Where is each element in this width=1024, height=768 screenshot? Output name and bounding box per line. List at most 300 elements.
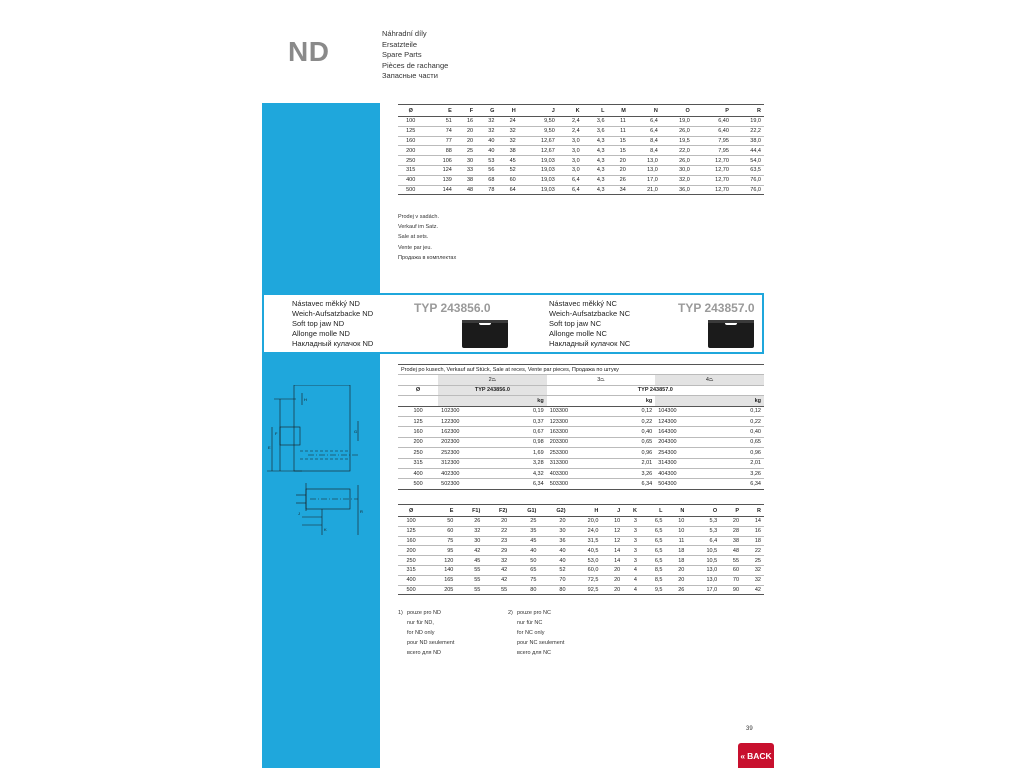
table-cell: 24,0 bbox=[569, 526, 602, 536]
table-cell: 100 bbox=[398, 517, 427, 527]
dimensions-table-bottom bbox=[398, 504, 764, 595]
table-cell: 0,96 bbox=[611, 448, 655, 458]
table-cell: 38 bbox=[720, 536, 742, 546]
table-cell: 4,3 bbox=[583, 185, 608, 195]
table-cell: 14 bbox=[601, 556, 623, 566]
footnote-number: 2) bbox=[508, 610, 513, 616]
table-cell: 19,03 bbox=[519, 175, 558, 185]
product-name: Накладный кулачок ND bbox=[292, 339, 374, 348]
table-header-row bbox=[398, 105, 764, 117]
table-cell: 6,34 bbox=[611, 479, 655, 489]
table-cell: 77 bbox=[426, 136, 454, 146]
table-cell: 14 bbox=[742, 517, 764, 527]
table-cell: 0,40 bbox=[720, 427, 764, 437]
table-cell: 75 bbox=[510, 575, 539, 585]
diameter-label: Ø bbox=[398, 385, 438, 395]
table-cell: 106 bbox=[426, 156, 454, 166]
table-cell: 104300 bbox=[655, 406, 719, 416]
table-cell: 56 bbox=[476, 165, 497, 175]
table-cell: 20 bbox=[608, 156, 629, 166]
table-cell: 40 bbox=[539, 556, 568, 566]
table-cell: 400 bbox=[398, 575, 427, 585]
column-header: J bbox=[519, 105, 558, 117]
column-header: F1) bbox=[456, 505, 483, 517]
table-cell: 40 bbox=[510, 546, 539, 556]
column-header: R bbox=[742, 505, 764, 517]
table-cell: 8,4 bbox=[629, 146, 661, 156]
jaw-count-4: 4⏢ bbox=[655, 375, 764, 385]
product-name: Nástavec měkký ND bbox=[292, 299, 360, 308]
table-cell: 12,70 bbox=[693, 156, 732, 166]
table-cell: 500 bbox=[398, 585, 427, 595]
table-cell: 45 bbox=[510, 536, 539, 546]
column-header: K bbox=[558, 105, 583, 117]
table-row bbox=[398, 458, 764, 468]
table-cell: 14 bbox=[601, 546, 623, 556]
lang-fr: Pièces de rachange bbox=[382, 60, 449, 70]
table-cell: 12,67 bbox=[519, 136, 558, 146]
table-cell: 20 bbox=[539, 517, 568, 527]
lang-cs: Náhradní díly bbox=[382, 29, 427, 38]
table-cell: 0,40 bbox=[611, 427, 655, 437]
table-cell: 0,12 bbox=[720, 406, 764, 416]
column-header: H bbox=[497, 105, 518, 117]
table-cell: 22 bbox=[742, 546, 764, 556]
table-cell: 52 bbox=[539, 565, 568, 575]
table-cell: 2,4 bbox=[558, 126, 583, 136]
table-cell: 4 bbox=[623, 565, 640, 575]
product-box bbox=[262, 293, 764, 354]
table-cell: 32 bbox=[456, 526, 483, 536]
table-cell: 13,0 bbox=[629, 156, 661, 166]
table-cell: 16 bbox=[455, 117, 476, 127]
table-row bbox=[398, 468, 764, 478]
jaw-count-3: 3⏢ bbox=[547, 375, 656, 385]
column-header: P bbox=[693, 105, 732, 117]
table-cell: 204300 bbox=[655, 437, 719, 447]
table-cell: 165 bbox=[427, 575, 456, 585]
table-cell: 32 bbox=[483, 556, 510, 566]
lang-de: Ersatzteile bbox=[382, 39, 418, 49]
table-cell: 8,5 bbox=[640, 575, 666, 585]
technical-drawing bbox=[262, 385, 380, 555]
table-cell: 500 bbox=[398, 479, 438, 489]
soft-jaw-nd-image bbox=[462, 320, 508, 348]
kg-label: kg bbox=[611, 396, 655, 406]
table-cell: 8,5 bbox=[640, 565, 666, 575]
note-line: Vente par jeu. bbox=[398, 244, 432, 251]
table-cell: 2,01 bbox=[720, 458, 764, 468]
table-cell: 125 bbox=[398, 416, 438, 426]
header-languages bbox=[382, 29, 448, 82]
table-cell: 160 bbox=[398, 427, 438, 437]
table-cell: 45 bbox=[497, 156, 518, 166]
column-header: R bbox=[732, 105, 764, 117]
table-cell: 0,19 bbox=[503, 406, 547, 416]
table-cell: 3,0 bbox=[558, 165, 583, 175]
table-cell: 12,70 bbox=[693, 165, 732, 175]
table-cell: 4,32 bbox=[503, 468, 547, 478]
footnote-line: всего для ND bbox=[407, 650, 442, 656]
table-cell: 100 bbox=[398, 117, 426, 127]
sale-note bbox=[398, 212, 456, 263]
footnote-line: for NC only bbox=[517, 630, 545, 636]
note-line: Prodej v sadách. bbox=[398, 214, 439, 220]
table-cell: 120 bbox=[427, 556, 456, 566]
column-header: P bbox=[720, 505, 742, 517]
table-cell: 19,0 bbox=[732, 117, 764, 127]
table-cell: 36 bbox=[539, 536, 568, 546]
table-cell: 313300 bbox=[547, 458, 611, 468]
table-cell: 10 bbox=[601, 517, 623, 527]
table-cell: 45 bbox=[456, 556, 483, 566]
table-cell: 500 bbox=[398, 185, 426, 195]
table-cell: 42 bbox=[483, 565, 510, 575]
table-cell: 4,3 bbox=[583, 165, 608, 175]
table-cell: 254300 bbox=[655, 448, 719, 458]
table-cell: 17,0 bbox=[629, 175, 661, 185]
table-cell: 32 bbox=[497, 126, 518, 136]
table-cell: 0,22 bbox=[611, 416, 655, 426]
table-cell: 0,65 bbox=[720, 437, 764, 447]
table-cell: 250 bbox=[398, 556, 427, 566]
table-cell: 60 bbox=[720, 565, 742, 575]
table-cell: 48 bbox=[455, 185, 476, 195]
table-cell: 70 bbox=[539, 575, 568, 585]
sale-note-row bbox=[398, 365, 764, 375]
table-cell: 17,0 bbox=[687, 585, 720, 595]
table-cell: 51 bbox=[426, 117, 454, 127]
table-cell: 9,5 bbox=[640, 585, 666, 595]
table-cell: 36,0 bbox=[661, 185, 693, 195]
table-cell: 64 bbox=[497, 185, 518, 195]
table-cell: 20,0 bbox=[569, 517, 602, 527]
table-cell: 250 bbox=[398, 156, 426, 166]
table-cell: 10,5 bbox=[687, 556, 720, 566]
table-cell: 125 bbox=[398, 126, 426, 136]
table-cell: 6,4 bbox=[558, 175, 583, 185]
table-row bbox=[398, 585, 764, 595]
table-cell: 75 bbox=[427, 536, 456, 546]
product-name: Weich-Aufsatzbacke NC bbox=[549, 309, 631, 318]
table-cell: 30 bbox=[456, 536, 483, 546]
page-title: ND bbox=[288, 36, 330, 67]
table-cell: 20 bbox=[455, 126, 476, 136]
note-line: Продажа в комплектах bbox=[398, 254, 457, 261]
table-cell: 30,0 bbox=[661, 165, 693, 175]
table-cell: 160 bbox=[398, 536, 427, 546]
column-header: H bbox=[569, 505, 602, 517]
page-number: 39 bbox=[746, 726, 753, 732]
table-cell: 8,4 bbox=[629, 136, 661, 146]
table-cell: 12 bbox=[601, 526, 623, 536]
table-cell: 10 bbox=[665, 526, 687, 536]
product-name: Накладный кулачок NC bbox=[549, 339, 631, 348]
table-cell: 55 bbox=[456, 575, 483, 585]
back-label: BACK bbox=[747, 750, 772, 761]
table-cell: 3,6 bbox=[583, 117, 608, 127]
table-cell: 26 bbox=[608, 175, 629, 185]
table-cell: 3,0 bbox=[558, 156, 583, 166]
table-cell: 30 bbox=[539, 526, 568, 536]
table-cell: 6,5 bbox=[640, 556, 666, 566]
table-cell: 6,4 bbox=[629, 126, 661, 136]
table-cell: 125 bbox=[398, 526, 427, 536]
table-cell: 144 bbox=[426, 185, 454, 195]
table-cell: 19,03 bbox=[519, 156, 558, 166]
table-cell: 200 bbox=[398, 437, 438, 447]
type-nc: TYP 243857.0 bbox=[547, 385, 764, 395]
table-cell: 25 bbox=[455, 146, 476, 156]
footnote-line: pour NC seulement bbox=[517, 640, 565, 646]
table-cell: 35 bbox=[510, 526, 539, 536]
kg-label: kg bbox=[503, 396, 547, 406]
table-cell: 18 bbox=[665, 546, 687, 556]
table-cell: 0,37 bbox=[503, 416, 547, 426]
product-name: Allonge molle ND bbox=[292, 329, 350, 338]
table-cell: 40 bbox=[476, 136, 497, 146]
type-row bbox=[398, 385, 764, 395]
table-row bbox=[398, 175, 764, 185]
table-cell: 12,70 bbox=[693, 185, 732, 195]
table-cell: 40 bbox=[476, 146, 497, 156]
table-row bbox=[398, 185, 764, 195]
table-cell: 68 bbox=[476, 175, 497, 185]
table-cell: 253300 bbox=[547, 448, 611, 458]
table-cell: 44,4 bbox=[732, 146, 764, 156]
table-cell: 38,0 bbox=[732, 136, 764, 146]
table-cell: 2,01 bbox=[611, 458, 655, 468]
table-cell: 11 bbox=[665, 536, 687, 546]
table-cell: 4,3 bbox=[583, 136, 608, 146]
table-cell: 2,4 bbox=[558, 117, 583, 127]
table-row bbox=[398, 117, 764, 127]
table-cell: 50 bbox=[427, 517, 456, 527]
product-name: Soft top jaw NC bbox=[549, 319, 602, 328]
table-cell: 88 bbox=[426, 146, 454, 156]
table-cell: 65 bbox=[510, 565, 539, 575]
product-nd-type: TYP 243856.0 bbox=[414, 301, 491, 315]
table-cell: 42 bbox=[742, 585, 764, 595]
table-cell: 6,4 bbox=[687, 536, 720, 546]
table-cell: 78 bbox=[476, 185, 497, 195]
table-cell: 53 bbox=[476, 156, 497, 166]
column-header: J bbox=[601, 505, 623, 517]
table-cell: 3 bbox=[623, 526, 640, 536]
table-cell: 0,98 bbox=[503, 437, 547, 447]
table-cell: 5,3 bbox=[687, 517, 720, 527]
table-cell: 53,0 bbox=[569, 556, 602, 566]
table-cell: 42 bbox=[456, 546, 483, 556]
table-cell: 400 bbox=[398, 468, 438, 478]
table-cell: 160 bbox=[398, 136, 426, 146]
table-cell: 205 bbox=[427, 585, 456, 595]
column-header: Ø bbox=[398, 505, 427, 517]
table-cell: 4,3 bbox=[583, 156, 608, 166]
column-header: N bbox=[665, 505, 687, 517]
table-cell: 124300 bbox=[655, 416, 719, 426]
unit-row bbox=[398, 396, 764, 406]
lang-ru: Запасные части bbox=[382, 71, 438, 80]
table-cell: 6,5 bbox=[640, 517, 666, 527]
table-cell: 503300 bbox=[547, 479, 611, 489]
table-cell: 402300 bbox=[438, 468, 502, 478]
back-button[interactable] bbox=[738, 743, 774, 768]
table-cell: 0,22 bbox=[720, 416, 764, 426]
table-cell: 3,6 bbox=[583, 126, 608, 136]
table-cell: 38 bbox=[497, 146, 518, 156]
table-cell: 4,3 bbox=[583, 146, 608, 156]
column-header: F2) bbox=[483, 505, 510, 517]
table-cell: 15 bbox=[608, 146, 629, 156]
table-cell: 26 bbox=[456, 517, 483, 527]
table-cell: 19,5 bbox=[661, 136, 693, 146]
table-cell: 122300 bbox=[438, 416, 502, 426]
column-header: L bbox=[640, 505, 666, 517]
table-cell: 400 bbox=[398, 175, 426, 185]
table-cell: 9,50 bbox=[519, 117, 558, 127]
table-cell: 28 bbox=[720, 526, 742, 536]
table-cell: 25 bbox=[510, 517, 539, 527]
table-cell: 139 bbox=[426, 175, 454, 185]
table-cell: 202300 bbox=[438, 437, 502, 447]
column-header: N bbox=[629, 105, 661, 117]
table-cell: 12,70 bbox=[693, 175, 732, 185]
table-cell: 6,5 bbox=[640, 526, 666, 536]
table-cell: 3 bbox=[623, 536, 640, 546]
footnote-line: for ND only bbox=[407, 630, 435, 636]
table-cell: 0,96 bbox=[720, 448, 764, 458]
jaw-icon: ⏢ bbox=[708, 376, 714, 383]
table-cell: 23 bbox=[483, 536, 510, 546]
column-header: Ø bbox=[398, 105, 426, 117]
table-cell: 22 bbox=[483, 526, 510, 536]
table-cell: 10,5 bbox=[687, 546, 720, 556]
table-cell: 13,0 bbox=[687, 575, 720, 585]
table-cell: 6,4 bbox=[558, 185, 583, 195]
table-cell: 7,95 bbox=[693, 136, 732, 146]
table-cell: 32 bbox=[497, 136, 518, 146]
table-cell: 504300 bbox=[655, 479, 719, 489]
table-cell: 33 bbox=[455, 165, 476, 175]
table-cell: 26,0 bbox=[661, 156, 693, 166]
table-cell: 124 bbox=[426, 165, 454, 175]
table-cell: 11 bbox=[608, 117, 629, 127]
column-header: M bbox=[608, 105, 629, 117]
table-row bbox=[398, 165, 764, 175]
table-cell: 92,5 bbox=[569, 585, 602, 595]
table-cell: 42 bbox=[483, 575, 510, 585]
table-cell: 3 bbox=[623, 517, 640, 527]
table-cell: 403300 bbox=[547, 468, 611, 478]
table-cell: 123300 bbox=[547, 416, 611, 426]
table-header-row bbox=[398, 505, 764, 517]
table-cell: 162300 bbox=[438, 427, 502, 437]
product-name: Allonge molle NC bbox=[549, 329, 607, 338]
table-cell: 70 bbox=[720, 575, 742, 585]
column-header: G bbox=[476, 105, 497, 117]
product-name: Weich-Aufsatzbacke ND bbox=[292, 309, 374, 318]
table-row bbox=[398, 536, 764, 546]
table-cell: 0,12 bbox=[611, 406, 655, 416]
table-cell: 13,0 bbox=[687, 565, 720, 575]
table-row bbox=[398, 406, 764, 416]
table-cell: 32 bbox=[476, 117, 497, 127]
table-cell: 4 bbox=[623, 575, 640, 585]
table-cell: 55 bbox=[456, 585, 483, 595]
type-nd: TYP 243856.0 bbox=[438, 385, 547, 395]
table-cell: 3 bbox=[623, 556, 640, 566]
table-row bbox=[398, 575, 764, 585]
sale-note-cell: Prodej po kusech, Verkauf auf Stück, Sale at reces, Vente par pieces, Продажа по штуку bbox=[398, 365, 764, 375]
table-cell: 25 bbox=[742, 556, 764, 566]
product-name: Nástavec měkký NC bbox=[549, 299, 617, 308]
table-cell: 19,03 bbox=[519, 165, 558, 175]
table-cell: 0,65 bbox=[611, 437, 655, 447]
table-cell: 60,0 bbox=[569, 565, 602, 575]
lang-en: Spare Parts bbox=[382, 50, 422, 59]
svg-text:F: F bbox=[275, 431, 278, 436]
table-cell: 3,0 bbox=[558, 136, 583, 146]
table-cell: 12 bbox=[601, 536, 623, 546]
table-cell: 60 bbox=[497, 175, 518, 185]
table-row bbox=[398, 136, 764, 146]
table-cell: 314300 bbox=[655, 458, 719, 468]
table-row bbox=[398, 517, 764, 527]
table-cell: 0,67 bbox=[503, 427, 547, 437]
table-cell: 7,95 bbox=[693, 146, 732, 156]
table-cell: 3 bbox=[623, 546, 640, 556]
note-line: Sale at sets. bbox=[398, 234, 429, 241]
table-cell: 13,0 bbox=[629, 165, 661, 175]
note-line: Verkauf im Satz. bbox=[398, 224, 439, 231]
table-cell: 20 bbox=[665, 565, 687, 575]
table-cell: 48 bbox=[720, 546, 742, 556]
svg-text:H: H bbox=[304, 397, 307, 402]
table-cell: 140 bbox=[427, 565, 456, 575]
svg-text:J: J bbox=[298, 511, 300, 516]
table-row bbox=[398, 427, 764, 437]
table-cell: 100 bbox=[398, 406, 438, 416]
column-header: O bbox=[687, 505, 720, 517]
footnote-number: 1) bbox=[398, 610, 403, 616]
table-cell: 315 bbox=[398, 458, 438, 468]
table-cell: 315 bbox=[398, 565, 427, 575]
table-cell: 95 bbox=[427, 546, 456, 556]
table-row bbox=[398, 416, 764, 426]
table-cell: 26 bbox=[665, 585, 687, 595]
table-cell: 55 bbox=[483, 585, 510, 595]
table-cell: 76,0 bbox=[732, 175, 764, 185]
product-name: Soft top jaw ND bbox=[292, 319, 345, 328]
table-cell: 34 bbox=[608, 185, 629, 195]
table-cell: 30 bbox=[455, 156, 476, 166]
table-cell: 72,5 bbox=[569, 575, 602, 585]
jaw-count-row bbox=[398, 375, 764, 385]
table-cell: 18 bbox=[742, 536, 764, 546]
table-row bbox=[398, 437, 764, 447]
table-row bbox=[398, 146, 764, 156]
table-cell: 20 bbox=[483, 517, 510, 527]
table-cell: 163300 bbox=[547, 427, 611, 437]
table-cell: 15 bbox=[608, 136, 629, 146]
product-nd-names bbox=[292, 299, 373, 349]
table-cell: 404300 bbox=[655, 468, 719, 478]
svg-text:E: E bbox=[268, 445, 271, 450]
kg-label: kg bbox=[720, 396, 764, 406]
table-cell: 6,5 bbox=[640, 536, 666, 546]
jaw-icon: ⏢ bbox=[491, 376, 497, 383]
